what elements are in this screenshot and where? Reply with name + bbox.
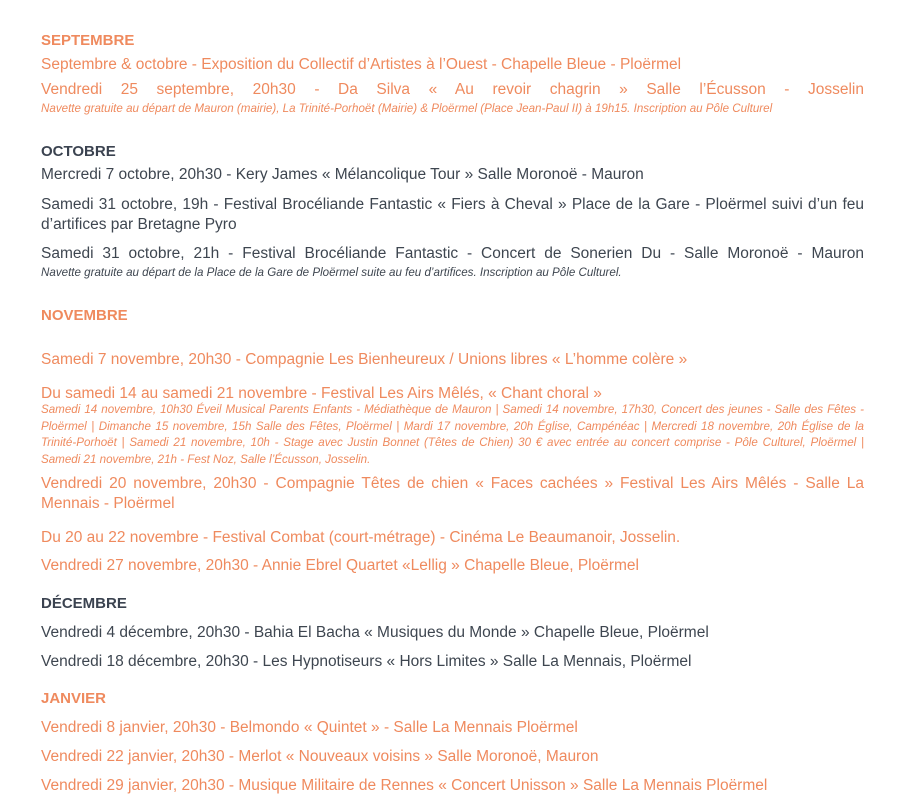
event-entry: Samedi 31 octobre, 21h - Festival Brocéliande Fantastic - Concert de Sonerien Du - Salle Moronoë - Mauron — [41, 245, 864, 262]
event-entry: Du 20 au 22 novembre - Festival Combat (court-métrage) - Cinéma Le Beaumanoir, Josselin. — [41, 529, 681, 546]
event-entry: Samedi 31 octobre, 19h - Festival Brocéliande Fantastic « Fiers à Cheval » Place de la Gare - Ploërmel suivi d’un feu d’artifices par Bretagne Pyro — [41, 196, 864, 233]
event-entry: Vendredi 27 novembre, 20h30 - Annie Ebrel Quartet «Lellig » Chapelle Bleue, Ploërmel — [41, 557, 639, 574]
event-entry: Mercredi 7 octobre, 20h30 - Kery James « Mélancolique Tour » Salle Moronoë - Mauron — [41, 166, 644, 183]
month-heading-janvier: JANVIER — [41, 690, 107, 707]
month-heading-novembre: NOVEMBRE — [41, 307, 128, 324]
month-heading-septembre: SEPTEMBRE — [41, 32, 135, 49]
event-entry: Samedi 7 novembre, 20h30 - Compagnie Les Bienheureux / Unions libres « L’homme colère » — [41, 351, 688, 368]
event-note: Navette gratuite au départ de la Place de la Gare de Ploërmel suite au feu d’artifices. Inscription au Pôle Culturel. — [41, 266, 622, 279]
event-entry: Vendredi 8 janvier, 20h30 - Belmondo « Quintet » - Salle La Mennais Ploërmel — [41, 719, 578, 736]
event-entry: Vendredi 22 janvier, 20h30 - Merlot « Nouveaux voisins » Salle Moronoë, Mauron — [41, 748, 599, 765]
event-entry: Vendredi 25 septembre, 20h30 - Da Silva « Au revoir chagrin » Salle l’Écusson - Josselin — [41, 81, 864, 98]
event-entry: Vendredi 4 décembre, 20h30 - Bahia El Bacha « Musiques du Monde » Chapelle Bleue, Ploërmel — [41, 624, 709, 641]
month-heading-decembre: DÉCEMBRE — [41, 595, 127, 612]
event-entry: Du samedi 14 au samedi 21 novembre - Festival Les Airs Mêlés, « Chant choral » — [41, 385, 602, 402]
event-note: Samedi 14 novembre, 10h30 Éveil Musical Parents Enfants - Médiathèque de Mauron | Samedi 14 novembre, 17h30, Concert des jeunes - Salle des Fêtes - Ploërmel | Dimanche 15 novembre, 15h Salle des Fêtes, Ploërmel | Mardi 17 novembre, 20h Église, Campénéac | Mercredi 18 novembre, 20h Église de la Trinité-Porhoët | Samedi 21 novembre, 10h - Stage avec Justin Bonnet (Têtes de Chien) 30 € avec entrée au concert comprise - Pôle Culturel, Ploërmel | Samedi 21 novembre, 21h - Fest Noz, Salle l’Écusson, Josselin. — [41, 403, 864, 466]
month-heading-octobre: OCTOBRE — [41, 143, 116, 160]
event-entry: Vendredi 18 décembre, 20h30 - Les Hypnotiseurs « Hors Limites » Salle La Mennais, Ploërmel — [41, 653, 692, 670]
event-note: Navette gratuite au départ de Mauron (mairie), La Trinité-Porhoët (Mairie) & Ploërmel (Place Jean-Paul II) à 19h15. Inscription au Pôle Culturel — [41, 102, 773, 115]
event-entry: Vendredi 20 novembre, 20h30 - Compagnie Têtes de chien « Faces cachées » Festival Les Airs Mêlés - Salle La Mennais - Ploërmel — [41, 475, 864, 512]
event-entry: Septembre & octobre - Exposition du Collectif d’Artistes à l’Ouest - Chapelle Bleue - Ploërmel — [41, 56, 682, 73]
event-entry: Vendredi 29 janvier, 20h30 - Musique Militaire de Rennes « Concert Unisson » Salle La Mennais Ploërmel — [41, 777, 768, 794]
